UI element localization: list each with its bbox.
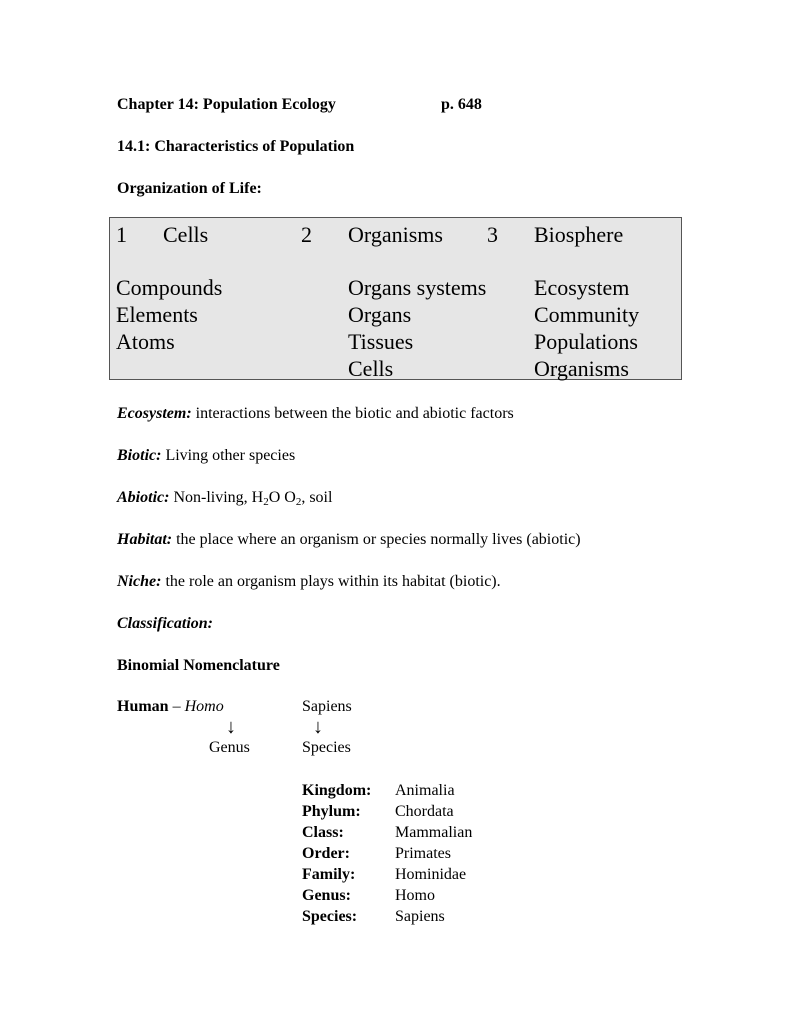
col2-item: Cells — [348, 356, 394, 381]
taxonomy-value: Chordata — [395, 803, 454, 820]
genus-label: Genus — [209, 739, 250, 756]
col2-item: Organs systems — [348, 275, 487, 300]
taxonomy-rank: Phylum: — [302, 803, 361, 820]
definition-niche — [117, 572, 501, 592]
taxonomy-rank: Order: — [302, 845, 350, 862]
text-biotic: Living other species — [165, 447, 296, 464]
taxonomy-value: Homo — [395, 887, 435, 904]
taxonomy-row — [302, 843, 472, 864]
dash: – — [168, 698, 185, 715]
taxonomy-value: Animalia — [395, 782, 455, 799]
taxonomy-rank: Species: — [302, 908, 358, 925]
taxonomy-rank: Kingdom: — [302, 782, 372, 799]
col3-item: Community — [534, 302, 640, 327]
taxonomy-rank: Family: — [302, 866, 356, 883]
col2-item: Organs — [348, 302, 412, 327]
term-ecosystem: Ecosystem: — [117, 405, 192, 422]
species-label: Species — [302, 739, 351, 756]
definition-abiotic — [117, 488, 332, 508]
term-niche: Niche: — [117, 573, 162, 590]
organization-heading: Organization of Life: — [117, 180, 262, 197]
col3-item: Populations — [534, 329, 638, 354]
col3-heading: Biosphere — [534, 222, 624, 247]
genus-word: Homo — [184, 698, 224, 715]
col1-list — [116, 274, 222, 355]
col2-item: Tissues — [348, 329, 414, 354]
chapter-title: Chapter 14: Population Ecology — [117, 96, 336, 113]
taxonomy-rank: Class: — [302, 824, 344, 841]
col3-item: Ecosystem — [534, 275, 630, 300]
col1-number: 1 — [116, 222, 127, 247]
taxonomy-value: Hominidae — [395, 866, 467, 883]
text-habitat: the place where an organism or species normally lives (abiotic) — [176, 531, 581, 548]
species-arrow-icon: ↓ — [313, 716, 323, 738]
human-label: Human — [117, 698, 169, 715]
col2-list — [348, 274, 486, 382]
taxonomy-row — [302, 885, 472, 906]
taxonomy-list — [302, 780, 472, 927]
genus-arrow-icon: ↓ — [226, 716, 236, 738]
classification-heading: Classification: — [117, 615, 214, 632]
col1-item: Elements — [116, 302, 198, 327]
term-biotic: Biotic: — [117, 447, 162, 464]
taxonomy-row — [302, 780, 472, 801]
col1-item: Atoms — [116, 329, 175, 354]
page-reference: p. 648 — [441, 96, 482, 113]
col1-item: Compounds — [116, 275, 223, 300]
taxonomy-rank: Genus: — [302, 887, 351, 904]
binomial-heading: Binomial Nomenclature — [117, 657, 280, 674]
taxonomy-row — [302, 801, 472, 822]
section-title: 14.1: Characteristics of Population — [117, 138, 355, 155]
organization-table — [109, 217, 682, 380]
taxonomy-row — [302, 864, 472, 885]
col1-heading: Cells — [163, 222, 209, 247]
col2-number: 2 — [301, 222, 312, 247]
term-abiotic: Abiotic: — [117, 489, 170, 506]
species-word: Sapiens — [302, 698, 352, 715]
human-line — [117, 697, 224, 717]
text-abiotic: Non-living, $H_2O$ $O_2$, soil — [173, 489, 333, 508]
taxonomy-value: Primates — [395, 845, 451, 862]
taxonomy-value: Sapiens — [395, 908, 445, 925]
col3-list — [534, 274, 639, 382]
col3-item: Organisms — [534, 356, 629, 381]
col3-number: 3 — [487, 222, 498, 247]
text-niche: the role an organism plays within its habitat (biotic). — [165, 573, 501, 590]
taxonomy-row — [302, 906, 472, 927]
term-habitat: Habitat: — [117, 531, 173, 548]
definition-ecosystem — [117, 404, 514, 424]
definition-biotic — [117, 446, 295, 466]
taxonomy-value: Mammalian — [395, 824, 473, 841]
col2-heading: Organisms — [348, 222, 443, 247]
definition-habitat — [117, 530, 581, 550]
taxonomy-row — [302, 822, 472, 843]
text-ecosystem: interactions between the biotic and abiotic factors — [195, 405, 514, 422]
